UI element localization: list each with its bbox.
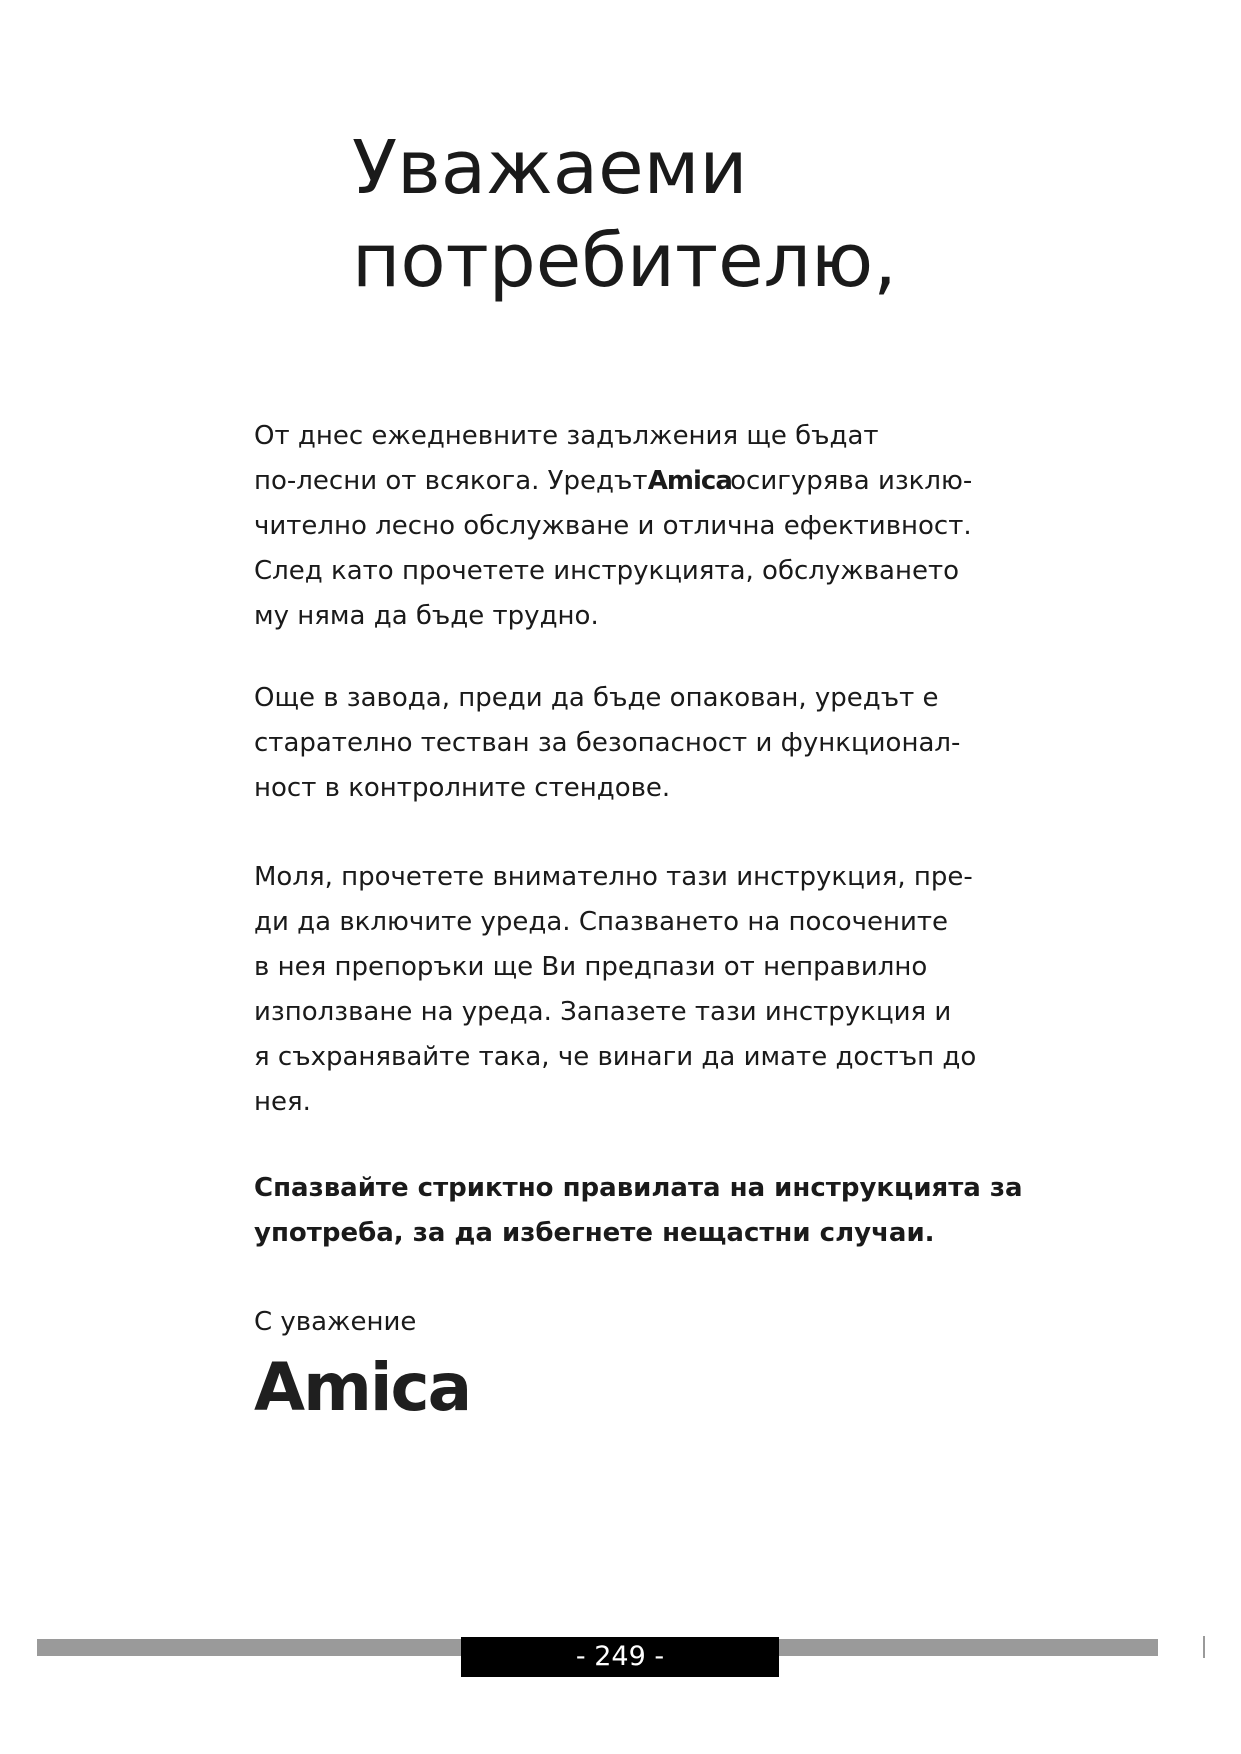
text-line: Още в завода, преди да бъде опакован, уредът е <box>254 683 939 713</box>
intro-paragraph <box>254 414 972 639</box>
testing-paragraph <box>254 676 960 811</box>
text-segment: по-лесни от всякога. Уредът <box>254 466 656 496</box>
edge-mark <box>1203 1636 1205 1658</box>
text-line: ност в контролните стендове. <box>254 773 671 803</box>
text-line-with-logo <box>254 459 972 504</box>
page-number: - 249 - <box>461 1637 779 1677</box>
text-line: нея. <box>254 1087 311 1117</box>
amica-logo: Amica <box>254 1349 471 1426</box>
text-line: чително лесно обслужване и отлична ефективност. <box>254 511 972 541</box>
text-line: използване на уреда. Запазете тази инструкция и <box>254 997 952 1027</box>
text-segment: осигурява изклю- <box>721 466 973 496</box>
inline-brand-logo: Amica <box>647 466 732 496</box>
text-line: я съхранявайте така, че винаги да имате достъп до <box>254 1042 977 1072</box>
text-line: ди да включите уреда. Спазването на посочените <box>254 907 949 937</box>
page-title <box>352 122 1172 308</box>
closing-salutation: С уважение <box>254 1307 417 1337</box>
text-line: Спазвайте стриктно правилата на инструкцията за <box>254 1173 1023 1203</box>
title-line-1: Уважаеми <box>352 125 748 211</box>
text-line: старателно тестван за безопасност и функционал- <box>254 728 961 758</box>
title-line-2: потребителю, <box>352 218 897 304</box>
text-line: След като прочетете инструкцията, обслужването <box>254 556 960 586</box>
text-line: От днес ежедневните задължения ще бъдат <box>254 421 879 451</box>
instructions-paragraph <box>254 855 976 1125</box>
text-line: му няма да бъде трудно. <box>254 601 599 631</box>
text-line: в нея препоръки ще Ви предпази от неправилно <box>254 952 928 982</box>
text-line: употреба, за да избегнете нещастни случаи. <box>254 1218 935 1248</box>
safety-warning-paragraph <box>254 1166 1023 1256</box>
text-line: Моля, прочетете внимателно тази инструкция, пре- <box>254 862 973 892</box>
